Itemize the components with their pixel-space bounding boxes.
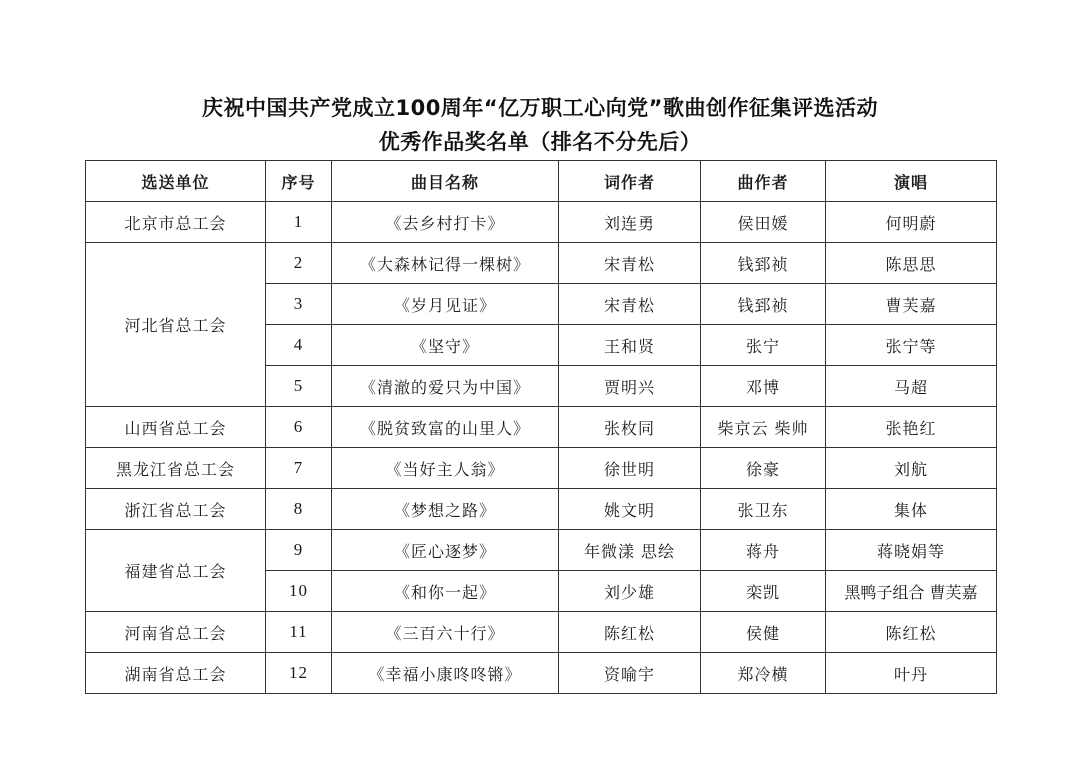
composer-cell: 邓博	[701, 366, 826, 407]
lyricist-cell: 姚文明	[559, 489, 701, 530]
singer-cell: 曹芙嘉	[826, 284, 997, 325]
header-unit: 选送单位	[86, 161, 266, 202]
lyricist-cell: 宋青松	[559, 243, 701, 284]
table-row	[86, 653, 997, 694]
composer-cell: 钱郅祯	[701, 284, 826, 325]
song-cell: 《梦想之路》	[332, 489, 559, 530]
singer-cell: 张艳红	[826, 407, 997, 448]
number-cell: 1	[266, 202, 332, 243]
table-row	[86, 612, 997, 653]
song-cell: 《岁月见证》	[332, 284, 559, 325]
header-song: 曲目名称	[332, 161, 559, 202]
number-cell: 5	[266, 366, 332, 407]
lyricist-cell: 刘连勇	[559, 202, 701, 243]
song-cell: 《匠心逐梦》	[332, 530, 559, 571]
singer-cell: 蒋晓娟等	[826, 530, 997, 571]
composer-cell: 徐豪	[701, 448, 826, 489]
lyricist-cell: 王和贤	[559, 325, 701, 366]
lyricist-cell: 徐世明	[559, 448, 701, 489]
song-cell: 《清澈的爱只为中国》	[332, 366, 559, 407]
table-row	[86, 489, 997, 530]
table-header-row	[86, 161, 997, 202]
number-cell: 2	[266, 243, 332, 284]
singer-cell: 黑鸭子组合 曹芙嘉	[826, 571, 997, 612]
song-cell: 《去乡村打卡》	[332, 202, 559, 243]
unit-cell: 福建省总工会	[86, 530, 266, 612]
table-row	[86, 202, 997, 243]
table-row	[86, 448, 997, 489]
singer-cell: 张宁等	[826, 325, 997, 366]
header-lyricist: 词作者	[559, 161, 701, 202]
number-cell: 7	[266, 448, 332, 489]
composer-cell: 郑冷横	[701, 653, 826, 694]
lyricist-cell: 年微漾 思绘	[559, 530, 701, 571]
singer-cell: 集体	[826, 489, 997, 530]
song-cell: 《幸福小康咚咚锵》	[332, 653, 559, 694]
table-row	[86, 530, 997, 571]
singer-cell: 刘航	[826, 448, 997, 489]
singer-cell: 陈红松	[826, 612, 997, 653]
song-cell: 《大森林记得一棵树》	[332, 243, 559, 284]
song-cell: 《三百六十行》	[332, 612, 559, 653]
unit-cell: 北京市总工会	[86, 202, 266, 243]
singer-cell: 陈思思	[826, 243, 997, 284]
table-row	[86, 243, 997, 284]
composer-cell: 张卫东	[701, 489, 826, 530]
number-cell: 12	[266, 653, 332, 694]
number-cell: 11	[266, 612, 332, 653]
lyricist-cell: 宋青松	[559, 284, 701, 325]
unit-cell: 河北省总工会	[86, 243, 266, 407]
header-number: 序号	[266, 161, 332, 202]
composer-cell: 侯健	[701, 612, 826, 653]
number-cell: 3	[266, 284, 332, 325]
lyricist-cell: 张枚同	[559, 407, 701, 448]
composer-cell: 钱郅祯	[701, 243, 826, 284]
unit-cell: 河南省总工会	[86, 612, 266, 653]
unit-cell: 山西省总工会	[86, 407, 266, 448]
song-cell: 《当好主人翁》	[332, 448, 559, 489]
song-cell: 《坚守》	[332, 325, 559, 366]
number-cell: 9	[266, 530, 332, 571]
lyricist-cell: 刘少雄	[559, 571, 701, 612]
composer-cell: 张宁	[701, 325, 826, 366]
unit-cell: 浙江省总工会	[86, 489, 266, 530]
lyricist-cell: 贾明兴	[559, 366, 701, 407]
composer-cell: 蒋舟	[701, 530, 826, 571]
number-cell: 4	[266, 325, 332, 366]
singer-cell: 叶丹	[826, 653, 997, 694]
unit-cell: 湖南省总工会	[86, 653, 266, 694]
singer-cell: 马超	[826, 366, 997, 407]
singer-cell: 何明蔚	[826, 202, 997, 243]
song-cell: 《和你一起》	[332, 571, 559, 612]
document-title-line-2: 优秀作品奖名单（排名不分先后）	[378, 130, 702, 154]
header-singer: 演唱	[826, 161, 997, 202]
composer-cell: 栾凯	[701, 571, 826, 612]
composer-cell: 柴京云 柴帅	[701, 407, 826, 448]
number-cell: 10	[266, 571, 332, 612]
lyricist-cell: 资喻宇	[559, 653, 701, 694]
number-cell: 8	[266, 489, 332, 530]
header-composer: 曲作者	[701, 161, 826, 202]
unit-cell: 黑龙江省总工会	[86, 448, 266, 489]
document-title-line-1: 庆祝中国共产党成立100周年“亿万职工心向党”歌曲创作征集评选活动	[202, 96, 878, 120]
lyricist-cell: 陈红松	[559, 612, 701, 653]
award-list-table	[85, 160, 997, 694]
number-cell: 6	[266, 407, 332, 448]
table-row	[86, 407, 997, 448]
composer-cell: 侯田媛	[701, 202, 826, 243]
song-cell: 《脱贫致富的山里人》	[332, 407, 559, 448]
